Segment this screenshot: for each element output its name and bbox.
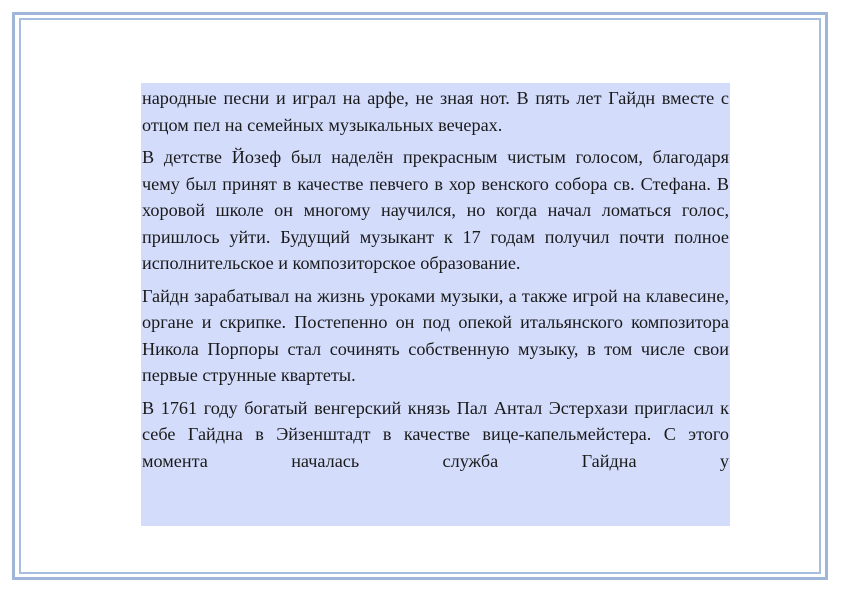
paragraph-4: В 1761 году богатый венгерский князь Пал Антал Эстерхази пригласил к себе Гайдна в Эйзенштадт в качестве вице-капельмейстера. С этого момента началась служба Гайдна у bbox=[142, 397, 729, 471]
paragraph-3: Гайдн зарабатывал на жизнь уроками музыки, а также игрой на клавесине, органе и скрипке. Постепенно он под опекой итальянского композитора Никола Порпоры стал сочинять собственную музыку, в том числе свои первые струнные квартеты. bbox=[142, 285, 729, 385]
text-block[interactable] bbox=[141, 83, 730, 526]
paragraph-2: В детстве Йозеф был наделён прекрасным чистым голосом, благодаря чему был принят в качестве певчего в хор венского собора св. Стефана. В хоровой школе он многому научился, но когда начал ломаться голос, пришлось уйти. Будущий музыкант к 17 годам получил почти полное исполнительское и композиторское образование. bbox=[142, 147, 729, 273]
paragraph-1: народные песни и играл на арфе, не зная нот. В пять лет Гайдн вместе с отцом пел на семейных музыкальных вечерах. bbox=[142, 88, 729, 135]
